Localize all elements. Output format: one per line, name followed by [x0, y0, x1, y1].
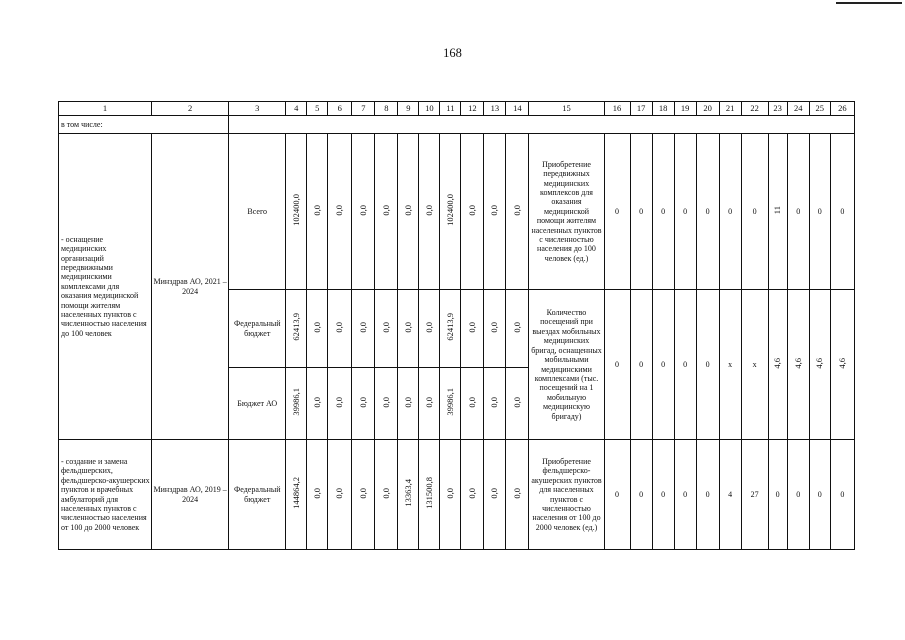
amount-cell: 0,0	[307, 440, 328, 550]
col-header: 20	[696, 102, 719, 116]
amount-cell: 144864,2	[286, 440, 307, 550]
col-header: 23	[768, 102, 787, 116]
indicator-value: 0	[830, 440, 854, 550]
table-row	[59, 440, 855, 550]
col-header: 19	[674, 102, 696, 116]
indicator-cell: Приобретение фельдшерско-акушерских пунктов для населенных пунктов с численностью населения от 100 до 2000 человек (ед.)	[529, 440, 604, 550]
page-number: 168	[443, 46, 462, 60]
amount-cell: 102400,0	[286, 134, 307, 290]
amount-cell: 39986,1	[440, 368, 461, 440]
source-cell: Федеральный бюджет	[229, 440, 286, 550]
amount-cell: 0,0	[328, 440, 352, 550]
header-row	[59, 102, 855, 116]
amount-cell: 62413,9	[440, 290, 461, 368]
amount-cell: 0,0	[328, 368, 352, 440]
indicator-value: 0	[787, 440, 809, 550]
indicator-value: х	[719, 290, 741, 440]
measure-cell: - оснащение медицинских организаций передвижными медицинскими комплексами для оказания медицинской помощи жителям населенных пунктов с численностью населения до 100 человек	[59, 134, 152, 440]
amount-cell: 0,0	[419, 368, 440, 440]
col-header: 24	[787, 102, 809, 116]
amount-cell: 0,0	[506, 440, 529, 550]
col-header: 6	[328, 102, 352, 116]
amount-cell: 0,0	[375, 134, 398, 290]
indicator-value: 4,6	[809, 290, 830, 440]
amount-cell: 0,0	[484, 440, 506, 550]
indicator-value: 0	[830, 134, 854, 290]
table-row	[59, 134, 855, 290]
indicator-cell: Приобретение передвижных медицинских комплексов для оказания медицинской помощи жителям населенных пунктов с численностью населения до 100 человек (ед.)	[529, 134, 604, 290]
indicator-value: 0	[719, 134, 741, 290]
col-header: 11	[440, 102, 461, 116]
amount-cell: 0,0	[461, 440, 484, 550]
col-header: 13	[484, 102, 506, 116]
amount-cell: 0,0	[307, 290, 328, 368]
indicator-value: 0	[674, 440, 696, 550]
indicator-value: 0	[809, 134, 830, 290]
indicator-value: 0	[604, 134, 630, 290]
indicator-value: 11	[768, 134, 787, 290]
amount-cell: 0,0	[328, 290, 352, 368]
amount-cell: 0,0	[484, 290, 506, 368]
col-header: 5	[307, 102, 328, 116]
amount-cell: 0,0	[328, 134, 352, 290]
subheader-empty	[229, 116, 855, 134]
indicator-value: 4,6	[787, 290, 809, 440]
amount-cell: 0,0	[419, 134, 440, 290]
indicator-value: 0	[630, 134, 652, 290]
amount-cell: 0,0	[375, 440, 398, 550]
indicator-value: х	[741, 290, 768, 440]
amount-cell: 0,0	[461, 368, 484, 440]
source-cell: Бюджет АО	[229, 368, 286, 440]
indicator-value: 0	[741, 134, 768, 290]
amount-cell: 0,0	[506, 134, 529, 290]
col-header: 22	[741, 102, 768, 116]
col-header: 7	[352, 102, 375, 116]
amount-cell: 0,0	[352, 134, 375, 290]
amount-cell: 131500,8	[419, 440, 440, 550]
executor-cell: Минздрав АО, 2019 – 2024	[152, 440, 229, 550]
col-header: 3	[229, 102, 286, 116]
col-header: 9	[398, 102, 419, 116]
indicator-cell: Количество посещений при выездах мобильных медицинских бригад, оснащенных мобильными медицинскими комплексами (тыс. посещений на 1 мобильную медицинскую бригаду)	[529, 290, 604, 440]
amount-cell: 0,0	[461, 134, 484, 290]
subheader-label: в том числе:	[59, 116, 229, 134]
indicator-value: 0	[768, 440, 787, 550]
amount-cell: 0,0	[352, 368, 375, 440]
col-header: 14	[506, 102, 529, 116]
col-header: 25	[809, 102, 830, 116]
amount-cell: 0,0	[506, 368, 529, 440]
indicator-value: 0	[809, 440, 830, 550]
col-header: 21	[719, 102, 741, 116]
amount-cell: 0,0	[440, 440, 461, 550]
col-header: 16	[604, 102, 630, 116]
measure-cell: - создание и замена фельдшерских, фельдшерско-акушерских пунктов и врачебных амбулаторий для населенных пунктов с численностью населения от 100 до 2000 человек	[59, 440, 152, 550]
amount-cell: 0,0	[484, 368, 506, 440]
col-header: 10	[419, 102, 440, 116]
indicator-value: 0	[652, 440, 674, 550]
col-header: 18	[652, 102, 674, 116]
col-header: 26	[830, 102, 854, 116]
indicator-value: 0	[652, 134, 674, 290]
col-header: 1	[59, 102, 152, 116]
amount-cell: 0,0	[398, 134, 419, 290]
source-cell: Всего	[229, 134, 286, 290]
col-header: 8	[375, 102, 398, 116]
amount-cell: 0,0	[307, 368, 328, 440]
indicator-value: 4,6	[830, 290, 854, 440]
amount-cell: 0,0	[375, 290, 398, 368]
indicator-value: 0	[674, 290, 696, 440]
subheader-row	[59, 116, 855, 134]
amount-cell: 0,0	[419, 290, 440, 368]
indicator-value: 0	[696, 134, 719, 290]
indicator-value: 0	[604, 440, 630, 550]
indicator-value: 4,6	[768, 290, 787, 440]
amount-cell: 39986,1	[286, 368, 307, 440]
amount-cell: 102400,0	[440, 134, 461, 290]
amount-cell: 13363,4	[398, 440, 419, 550]
indicator-value: 0	[630, 440, 652, 550]
amount-cell: 0,0	[307, 134, 328, 290]
col-header: 2	[152, 102, 229, 116]
amount-cell: 0,0	[352, 290, 375, 368]
amount-cell: 62413,9	[286, 290, 307, 368]
col-header: 12	[461, 102, 484, 116]
amount-cell: 0,0	[375, 368, 398, 440]
top-edge-line	[836, 2, 902, 4]
source-cell: Федеральный бюджет	[229, 290, 286, 368]
amount-cell: 0,0	[506, 290, 529, 368]
indicator-value: 0	[787, 134, 809, 290]
col-header: 15	[529, 102, 604, 116]
amount-cell: 0,0	[461, 290, 484, 368]
col-header: 17	[630, 102, 652, 116]
indicator-value: 0	[696, 440, 719, 550]
indicator-value: 0	[604, 290, 630, 440]
indicator-value: 0	[630, 290, 652, 440]
amount-cell: 0,0	[398, 368, 419, 440]
col-header: 4	[286, 102, 307, 116]
indicator-value: 0	[674, 134, 696, 290]
indicator-value: 0	[652, 290, 674, 440]
indicator-value: 27	[741, 440, 768, 550]
amount-cell: 0,0	[398, 290, 419, 368]
amount-cell: 0,0	[484, 134, 506, 290]
executor-cell: Минздрав АО, 2021 – 2024	[152, 134, 229, 440]
indicator-value: 0	[696, 290, 719, 440]
indicator-value: 4	[719, 440, 741, 550]
budget-table	[58, 101, 855, 550]
amount-cell: 0,0	[352, 440, 375, 550]
